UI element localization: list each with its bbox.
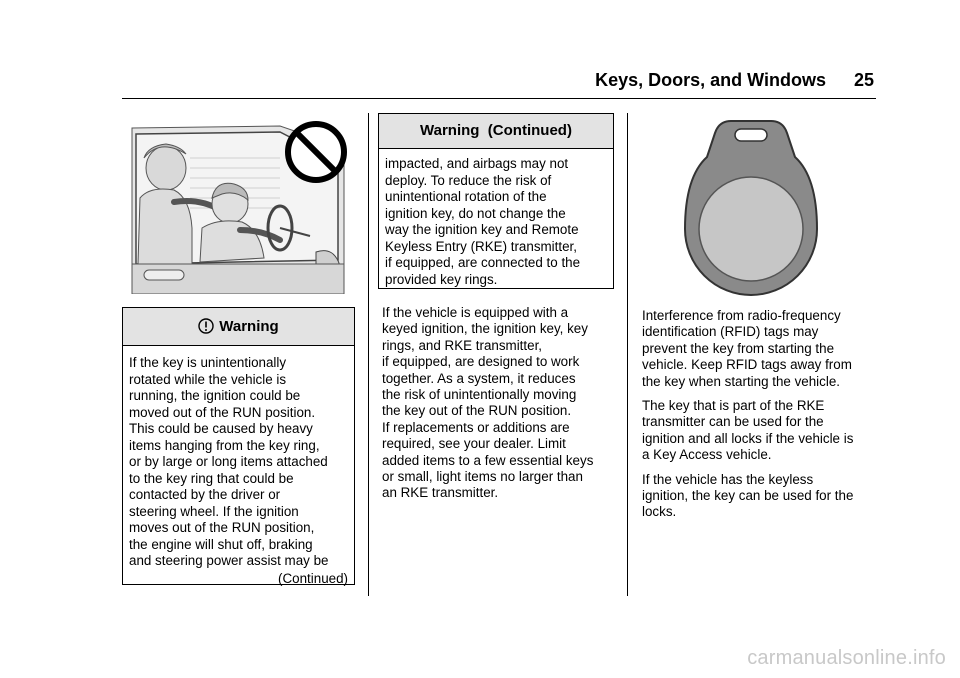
rfid-key-fob-icon <box>683 117 819 299</box>
text-line: moved out of the RUN position. <box>129 404 316 420</box>
text-line: If replacements or additions are <box>382 419 570 435</box>
text-line: prevent the key from starting the <box>642 340 835 356</box>
text-line: Interference from radio-frequency <box>642 308 841 323</box>
text-line: the engine will shut off, braking <box>129 536 313 552</box>
text-line: transmitter can be used for the <box>642 414 824 430</box>
continued-label: (Continued) <box>278 570 348 586</box>
text-line: a Key Access vehicle. <box>642 447 772 463</box>
text-line: ignition key, do not change the <box>385 205 566 221</box>
warning-box-1 <box>122 307 355 585</box>
text-line: deploy. To reduce the risk of <box>385 172 552 188</box>
warning-icon <box>198 318 214 334</box>
text-line: The key that is part of the RKE <box>642 398 825 414</box>
section-title: Keys, Doors, and Windows <box>595 70 826 90</box>
paragraph <box>642 472 878 521</box>
text-line: an RKE transmitter. <box>382 485 499 501</box>
text-line: This could be caused by heavy <box>129 421 313 436</box>
page-header <box>595 70 874 91</box>
middle-paragraph <box>382 305 622 502</box>
text-line: unintentional rotation of the <box>385 189 547 204</box>
child-driver-illustration <box>130 118 348 294</box>
column-divider-right <box>627 113 628 596</box>
warning-box-2 <box>378 113 614 289</box>
text-line: ignition, the key can be used for the <box>642 488 854 504</box>
text-line: the key when starting the vehicle. <box>642 373 840 389</box>
text-line: identification (RFID) tags may <box>642 324 819 340</box>
text-line: keyed ignition, the ignition key, key <box>382 321 588 337</box>
text-line: impacted, and airbags may not <box>385 156 569 171</box>
paragraph <box>642 308 878 390</box>
text-line: added items to a few essential keys <box>382 452 594 468</box>
text-line: or small, light items no larger than <box>382 469 583 485</box>
warning-box-1-title: Warning <box>219 318 279 335</box>
text-line: items hanging from the key ring, <box>129 437 320 453</box>
text-line: the key out of the RUN position. <box>382 403 572 419</box>
text-line: contacted by the driver or <box>129 487 281 502</box>
warning-box-2-body <box>379 149 613 288</box>
text-line: rings, and RKE transmitter, <box>382 337 543 353</box>
text-line: running, the ignition could be <box>129 388 301 403</box>
text-line: moves out of the RUN position, <box>129 520 315 535</box>
text-line: required, see your dealer. Limit <box>382 436 566 452</box>
text-line: if equipped, are connected to the <box>385 255 581 270</box>
text-line: If the vehicle has the keyless <box>642 471 814 487</box>
page-number: 25 <box>853 70 874 90</box>
warning-box-1-body <box>123 346 354 570</box>
text-line: the risk of unintentionally moving <box>382 387 577 403</box>
prohibition-icon <box>288 124 344 180</box>
paragraph <box>642 398 878 464</box>
text-line: provided key rings. <box>385 271 498 287</box>
text-line: steering wheel. If the ignition <box>129 503 299 519</box>
text-line: way the ignition key and Remote <box>385 222 579 237</box>
text-line: or by large or long items attached <box>129 454 328 469</box>
text-line: locks. <box>642 504 677 520</box>
text-line: together. As a system, it reduces <box>382 370 576 386</box>
text-line: if equipped, are designed to work <box>382 354 580 370</box>
text-line: Keyless Entry (RKE) transmitter, <box>385 238 577 254</box>
warning-box-2-header <box>379 114 613 149</box>
text-line: vehicle. Keep RFID tags away from <box>642 357 852 373</box>
text-line: and steering power assist may be <box>129 553 329 568</box>
text-line: rotated while the vehicle is <box>129 371 287 387</box>
text-line: If the vehicle is equipped with a <box>382 305 569 320</box>
column-divider-left <box>368 113 369 596</box>
text-line: ignition and all locks if the vehicle is <box>642 430 854 446</box>
warning-box-2-title: Warning (Continued) <box>420 122 572 139</box>
header-rule <box>122 98 876 99</box>
text-line: If the key is unintentionally <box>129 355 287 370</box>
text-line: to the key ring that could be <box>129 470 294 486</box>
warning-box-1-header <box>123 308 354 346</box>
right-column-text <box>642 308 878 529</box>
watermark: carmanualsonline.info <box>747 647 946 669</box>
